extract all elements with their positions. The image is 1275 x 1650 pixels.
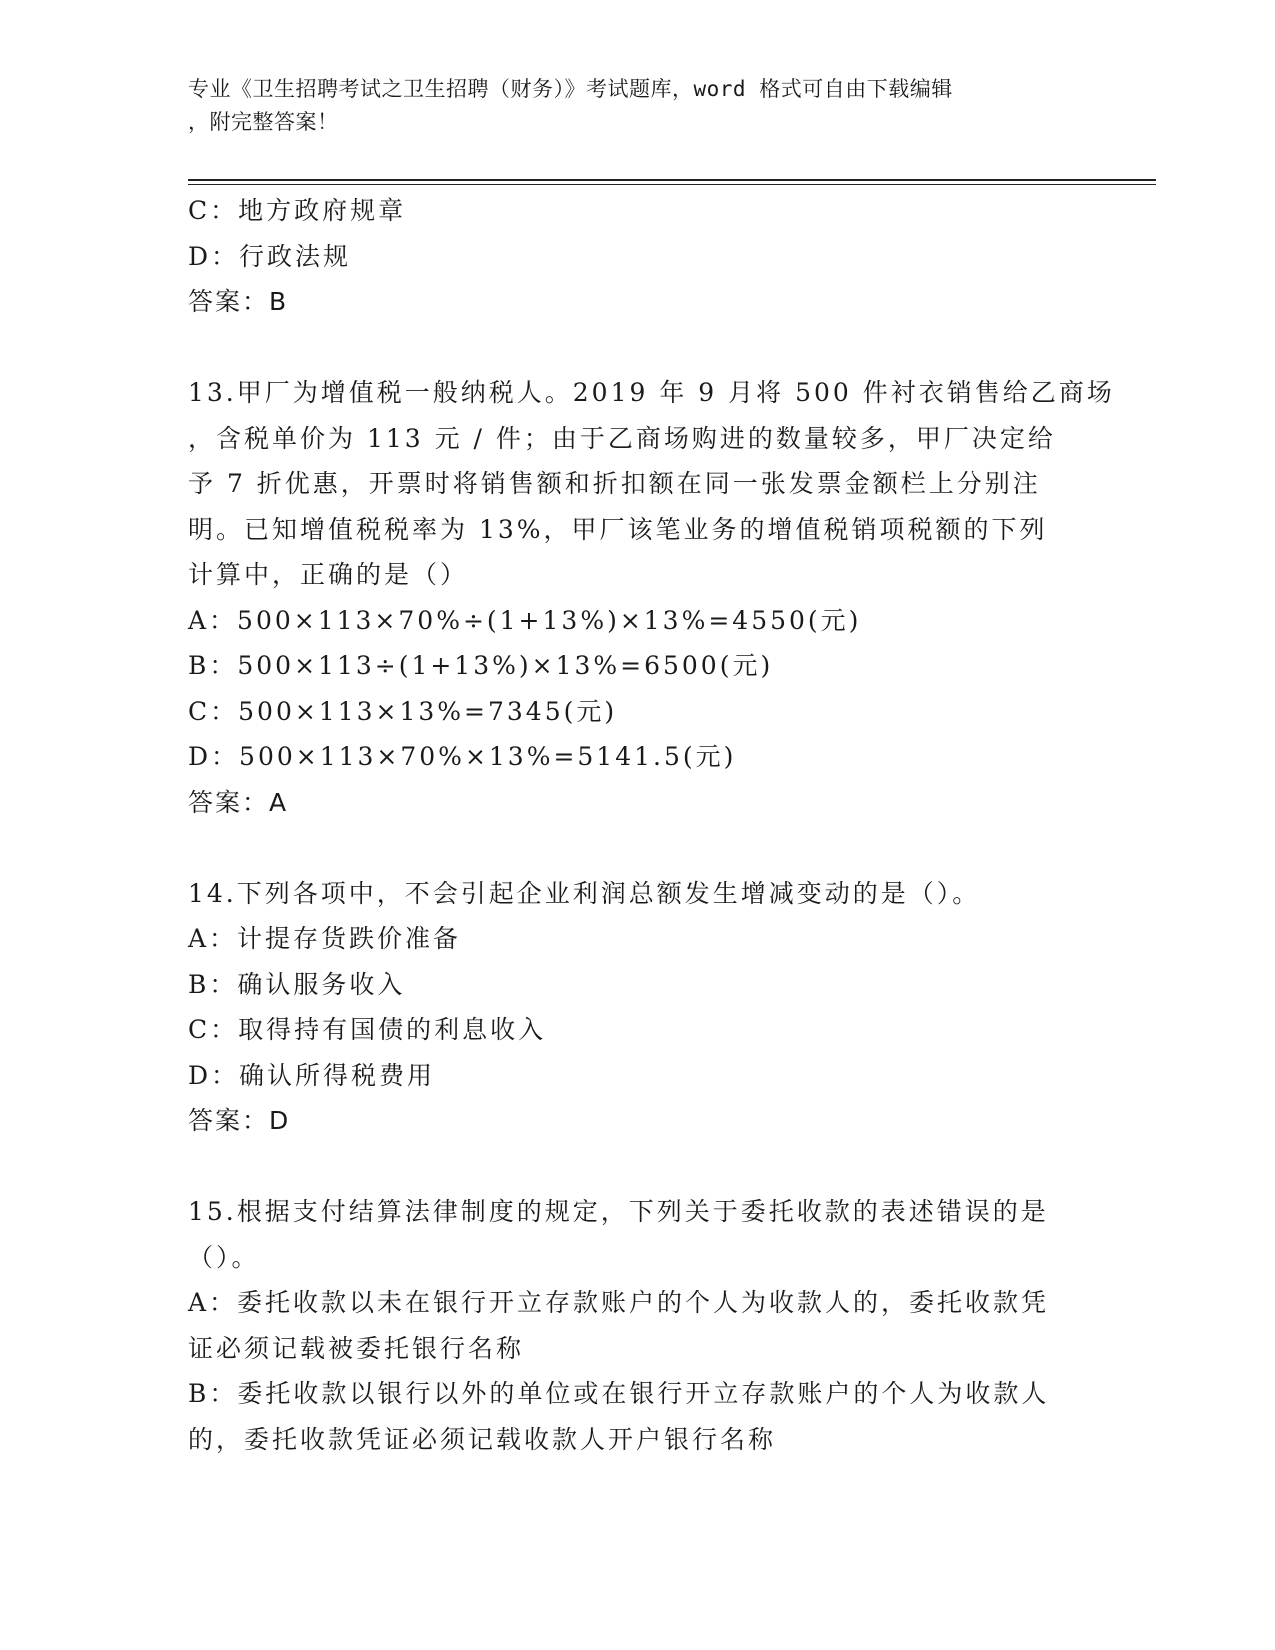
option-b-line: 的，委托收款凭证必须记载收款人开户银行名称 [188,1424,777,1454]
option-a-line: 证必须记载被委托银行名称 [188,1333,525,1363]
answer-line: 答案：D [188,1106,291,1135]
option-a: A：计提存货跌价准备 [188,924,462,953]
option-b-line: B：委托收款以银行以外的单位或在银行开立存款账户的个人为收款人 [188,1379,1050,1408]
option-d: D：行政法规 [188,241,352,271]
option-c: C：地方政府规章 [188,196,407,225]
question-stem-line: 明。已知增值税税率为 13%，甲厂该笔业务的增值税销项税额的下列 [188,514,1048,544]
option-d: D：500×113×70%×13%=5141.5(元) [188,742,737,771]
option-c: C：500×113×13%=7345(元) [188,696,618,726]
option-d: D：确认所得税费用 [188,1060,436,1090]
question-stem-line: 予 7 折优惠，开票时将销售额和折扣额在同一张发票金额栏上分别注 [188,469,1041,498]
question-stem-line: 15.根据支付结算法律制度的规定，下列关于委托收款的表述错误的是 [188,1197,1049,1226]
option-c: C：取得持有国债的利息收入 [188,1015,547,1044]
question-stem-line: 计算中，正确的是（） [188,560,469,589]
header-divider [188,179,1156,181]
header-line-1: 专业《卫生招聘考试之卫生招聘（财务）》考试题库，word 格式可自由下载编辑 [188,77,953,101]
question-content [188,188,1115,1462]
option-a-line: A：委托收款以未在银行开立存款账户的个人为收款人的，委托收款凭 [188,1288,1050,1317]
answer-line: 答案：B [188,287,289,316]
question-stem-line: ，含税单价为 113 元 / 件；由于乙商场购进的数量较多，甲厂决定给 [188,423,1056,453]
question-stem-line: 14.下列各项中，不会引起企业利润总额发生增减变动的是（）。 [188,878,981,908]
header-divider-thin [188,184,1156,185]
header-line-2: ，附完整答案！ [188,110,339,134]
option-b: B：500×113÷(1+13%)×13%=6500(元) [188,651,774,680]
question-15 [188,1189,1088,1462]
document-header [188,73,1088,139]
question-stem-line: （）。 [188,1242,260,1272]
option-b: B：确认服务收入 [188,969,406,999]
option-a: A：500×113×70%÷(1+13%)×13%=4550(元) [188,605,862,635]
question-stem-line: 13.甲厂为增值税一般纳税人。2019 年 9 月将 500 件衬衣销售给乙商场 [188,378,1115,407]
question-14 [188,871,1088,1144]
question-13 [188,370,1115,825]
answer-line: 答案：A [188,787,289,817]
